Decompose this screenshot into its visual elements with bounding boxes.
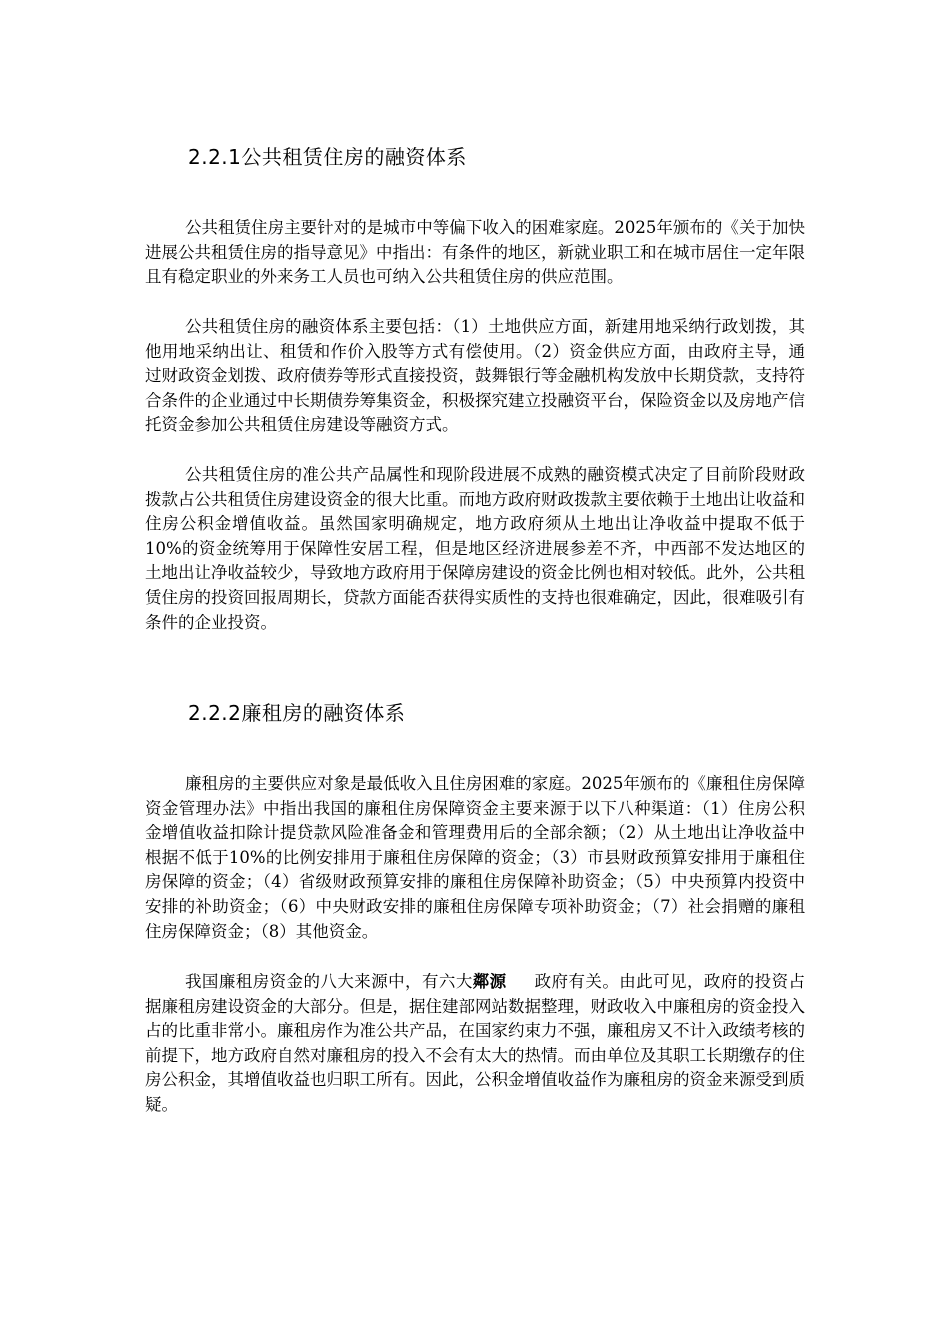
section-heading-2-2-1: 2.2.1公共租赁住房的融资体系 (188, 145, 467, 169)
paragraph-5-bold-text: 鄰源 (472, 972, 507, 991)
section-heading-2-2-2: 2.2.2廉租房的融资体系 (188, 701, 406, 725)
paragraph-5-part-1: 我国廉租房资金的八大来源中，有六大 (185, 972, 473, 991)
paragraph-2: 公共租赁住房的融资体系主要包括：（1）土地供应方面，新建用地采纳行政划拨，其他用地采纳出让、租赁和作价入股等方式有偿使用。（2）资金供应方面，由政府主导，通过财政资金划拨、政府债券等形式直接投资，鼓舞银行等金融机构发放中长期贷款，支持符合条件的企业通过中长期债券筹集资金，积极探究建立投融资平台，保险资金以及房地产信托资金参加公共租赁住房建设等融资方式。 (145, 317, 805, 435)
paragraph-1: 公共租赁住房主要针对的是城市中等偏下收入的困难家庭。2025年颁布的《关于加快进展公共租赁住房的指导意见》中指出：有条件的地区，新就业职工和在城市居住一定年限且有稳定职业的外来务工人员也可纳入公共租赁住房的供应范围。 (145, 218, 805, 287)
paragraph-5 (145, 970, 805, 1118)
paragraph-3: 公共租赁住房的准公共产品属性和现阶段进展不成熟的融资模式决定了目前阶段财政拨款占公共租赁住房建设资金的很大比重。而地方政府财政拨款主要依赖于土地出让收益和住房公积金增值收益。虽然国家明确规定，地方政府须从土地出让净收益中提取不低于10%的资金统筹用于保障性安居工程，但是地区经济进展参差不齐，中西部不发达地区的土地出让净收益较少，导致地方政府用于保障房建设的资金比例也相对较低。此外，公共租赁住房的投资回报周期长，贷款方面能否获得实质性的支持也很难确定，因此，很难吸引有条件的企业投资。 (145, 465, 805, 632)
paragraph-5-part-2: 政府有关。由此可见，政府的投资占据廉租房建设资金的大部分。但是，据住建部网站数据整理，财政收入中廉租房的资金投入占的比重非常小。廉租房作为准公共产品，在国家约束力不强，廉租房又不计入政绩考核的前提下，地方政府自然对廉租房的投入不会有太大的热情。而由单位及其职工长期缴存的住房公积金，其增值收益也归职工所有。因此，公积金增值收益作为廉租房的资金来源受到质疑。 (145, 972, 806, 1114)
paragraph-4: 廉租房的主要供应对象是最低收入且住房困难的家庭。2025年颁布的《廉租住房保障资金管理办法》中指出我国的廉租住房保障资金主要来源于以下八种渠道：（1）住房公积金增值收益扣除计提贷款风险准备金和管理费用后的全部余额；（2）从土地出让净收益中根据不低于10%的比例安排用于廉租住房保障的资金；（3）市县财政预算安排用于廉租住房保障的资金；（4）省级财政预算安排的廉租住房保障补助资金；（5）中央预算内投资中安排的补助资金；（6）中央财政安排的廉租住房保障专项补助资金；（7）社会捐赠的廉租住房保障资金；（8）其他资金。 (145, 774, 805, 941)
